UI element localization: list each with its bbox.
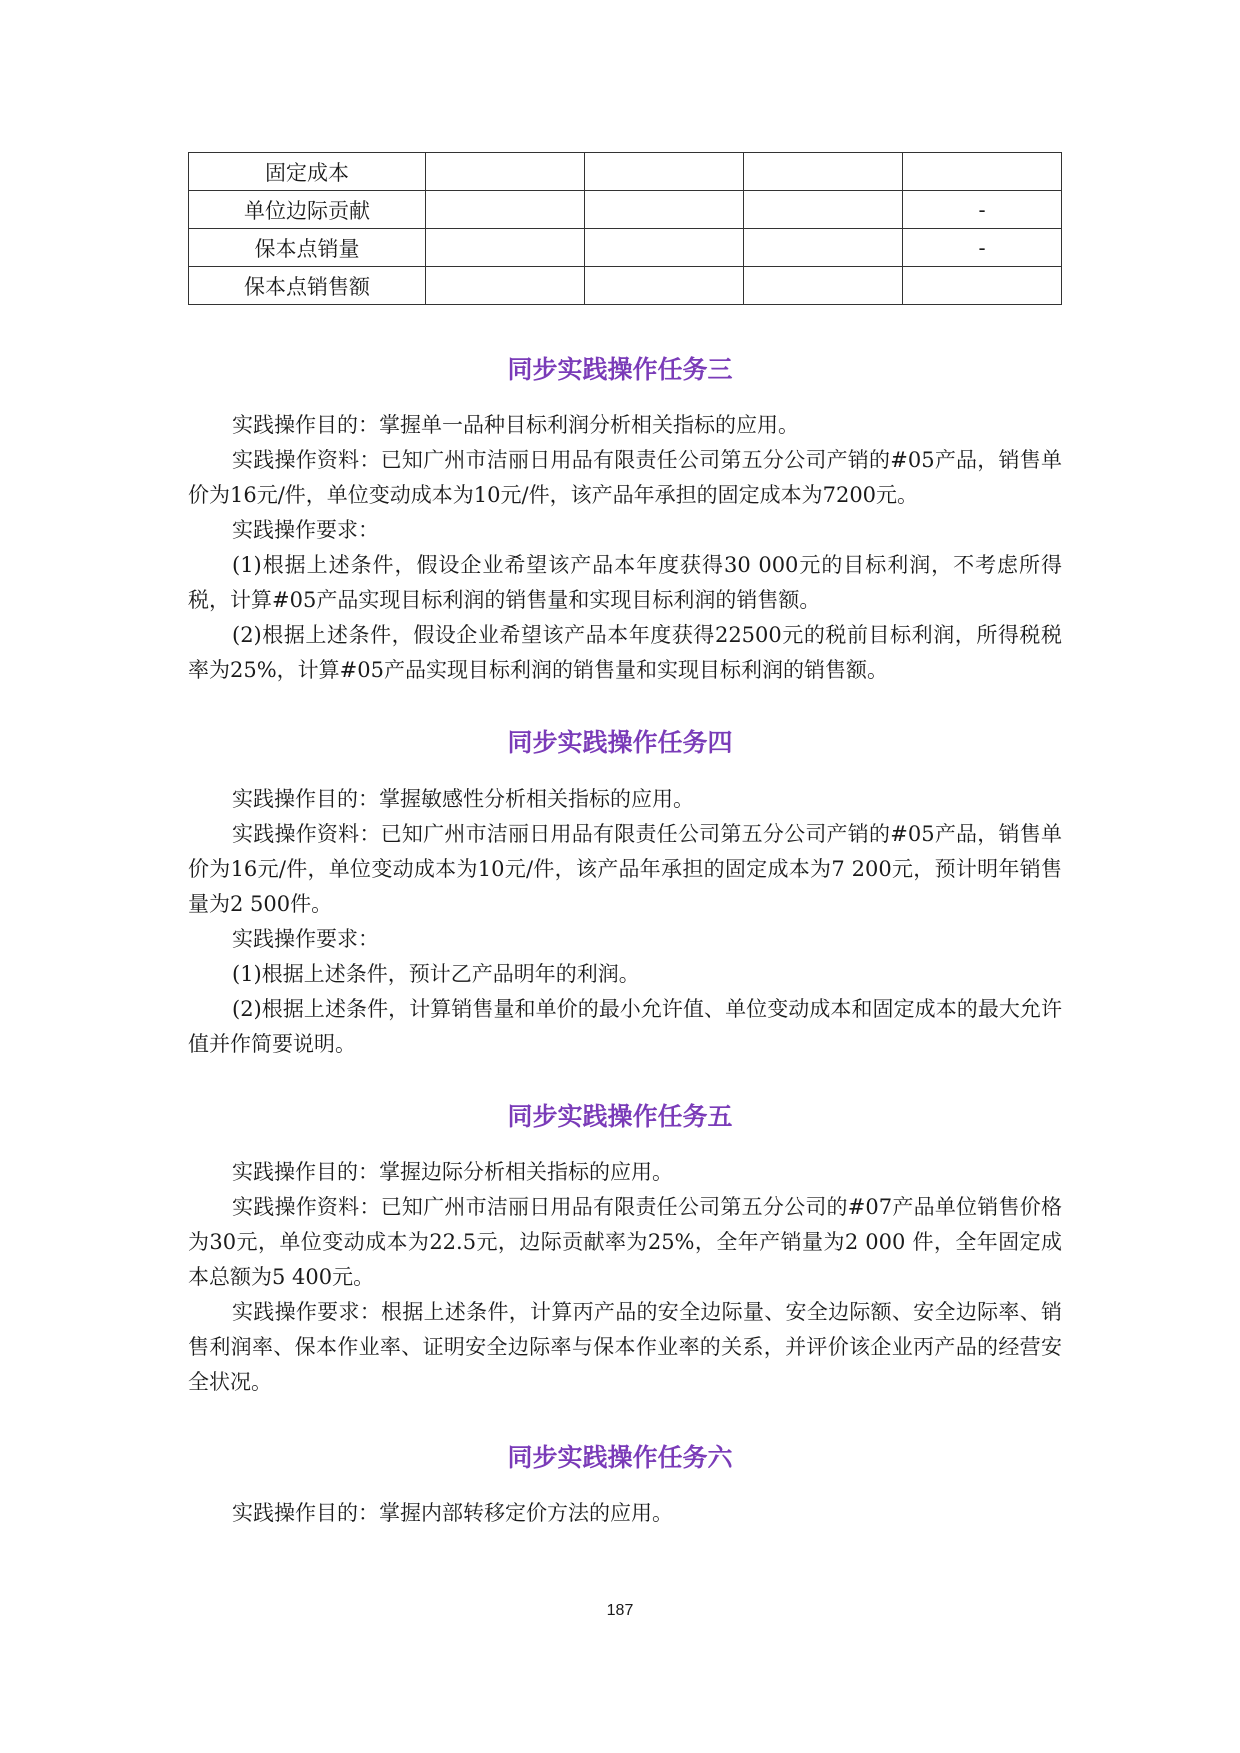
table-cell: [744, 191, 903, 229]
table-cell: [426, 267, 585, 305]
table-cell: [426, 153, 585, 191]
section-heading-task4: 同步实践操作任务四: [507, 728, 733, 757]
table-row-label: 保本点销售额: [189, 267, 426, 305]
section-body-task6: [188, 1496, 1062, 1531]
table-row-label: 单位边际贡献: [189, 191, 426, 229]
paragraph: 实践操作目的：掌握单一品种目标利润分析相关指标的应用。: [232, 413, 799, 437]
paragraph: (2)根据上述条件，假设企业希望该产品本年度获得22500元的税前目标利润，所得税税率为25%，计算#05产品实现目标利润的销售量和实现目标利润的销售额。: [188, 623, 1062, 682]
table-row: [189, 267, 1062, 305]
table-row: [189, 229, 1062, 267]
table-cell: [585, 267, 744, 305]
paragraph: 实践操作目的：掌握内部转移定价方法的应用。: [232, 1501, 673, 1525]
table-cell: [903, 153, 1062, 191]
section-heading-task6: 同步实践操作任务六: [507, 1443, 733, 1472]
table-cell: [903, 267, 1062, 305]
table-row-label: 保本点销量: [189, 229, 426, 267]
table-cell: [426, 191, 585, 229]
table-cell: -: [903, 229, 1062, 267]
table-cell: [585, 153, 744, 191]
table-cell: -: [903, 191, 1062, 229]
section-body-task5: [188, 1155, 1062, 1400]
paragraph: 实践操作要求：: [232, 518, 379, 542]
cost-table: [188, 152, 1062, 305]
table-cell: [744, 153, 903, 191]
table-cell: [744, 267, 903, 305]
page-number: 187: [606, 1602, 634, 1619]
table-row: [189, 191, 1062, 229]
paragraph: 实践操作资料：已知广州市洁丽日用品有限责任公司第五分公司产销的#05产品，销售单价为16元/件，单位变动成本为10元/件，该产品年承担的固定成本为7 200元，预计明年销售量为2 500件。: [188, 822, 1062, 916]
paragraph: 实践操作资料：已知广州市洁丽日用品有限责任公司第五分公司产销的#05产品，销售单价为16元/件，单位变动成本为10元/件，该产品年承担的固定成本为7200元。: [188, 448, 1062, 507]
table-cell: [585, 229, 744, 267]
section-heading-task3: 同步实践操作任务三: [507, 355, 733, 384]
table-cell: [585, 191, 744, 229]
table-cell: [744, 229, 903, 267]
paragraph: (1)根据上述条件，预计乙产品明年的利润。: [232, 962, 640, 986]
section-heading-task5: 同步实践操作任务五: [507, 1102, 733, 1131]
table-cell: [426, 229, 585, 267]
section-body-task4: [188, 782, 1062, 1062]
paragraph: 实践操作要求：: [232, 927, 379, 951]
paragraph: 实践操作资料：已知广州市洁丽日用品有限责任公司第五分公司的#07产品单位销售价格为30元，单位变动成本为22.5元，边际贡献率为25%，全年产销量为2 000 件，全年固定成本总额为5 400元。: [188, 1195, 1062, 1289]
table-row: [189, 153, 1062, 191]
paragraph: (1)根据上述条件，假设企业希望该产品本年度获得30 000元的目标利润，不考虑所得税，计算#05产品实现目标利润的销售量和实现目标利润的销售额。: [188, 553, 1062, 612]
section-body-task3: [188, 408, 1062, 688]
paragraph: 实践操作目的：掌握敏感性分析相关指标的应用。: [232, 787, 694, 811]
paragraph: (2)根据上述条件，计算销售量和单价的最小允许值、单位变动成本和固定成本的最大允许值并作简要说明。: [188, 997, 1062, 1056]
table-row-label: 固定成本: [189, 153, 426, 191]
paragraph: 实践操作目的：掌握边际分析相关指标的应用。: [232, 1160, 673, 1184]
paragraph: 实践操作要求：根据上述条件，计算丙产品的安全边际量、安全边际额、安全边际率、销售利润率、保本作业率、证明安全边际率与保本作业率的关系，并评价该企业丙产品的经营安全状况。: [188, 1300, 1062, 1394]
